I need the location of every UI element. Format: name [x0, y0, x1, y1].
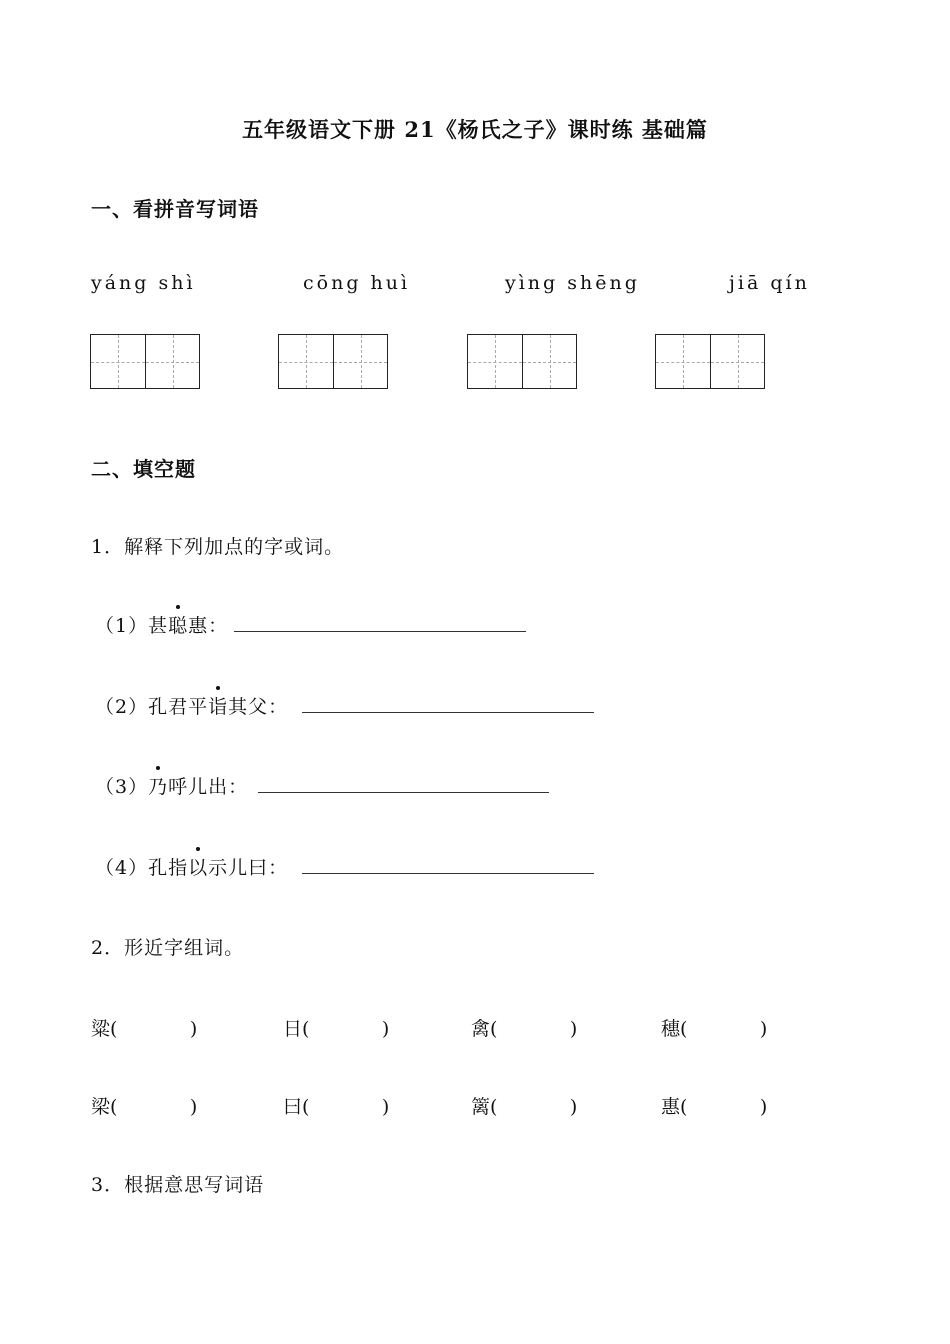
q1-item-1: （1）甚聪惠：	[95, 611, 228, 638]
word-pair-1-3[interactable]: 禽( )	[471, 1018, 578, 1040]
writing-grid-4[interactable]	[655, 334, 765, 389]
answer-line-3[interactable]	[258, 792, 549, 793]
answer-line-4[interactable]	[302, 873, 594, 874]
page-title: 五年级语文下册 21《杨氏之子》课时练 基础篇	[242, 117, 708, 142]
q1-item-3: （3）乃呼儿出：	[95, 772, 248, 799]
question-1: 1．解释下列加点的字或词。	[91, 536, 345, 558]
pinyin-3: yìng shēng	[505, 272, 640, 294]
dotted-char: 诣	[208, 692, 228, 719]
word-pair-1-4[interactable]: 穗( )	[661, 1018, 768, 1040]
word-pair-2-2[interactable]: 曰( )	[283, 1096, 390, 1118]
section-heading-fill: 二、填空题	[91, 457, 196, 481]
q1-item-2: （2）孔君平诣其父：	[95, 692, 288, 719]
answer-line-2[interactable]	[302, 712, 594, 713]
q1-item-4: （4）孔指以示儿曰：	[95, 853, 288, 880]
writing-grid-3[interactable]	[467, 334, 577, 389]
answer-line-1[interactable]	[234, 631, 526, 632]
writing-grid-1[interactable]	[90, 334, 200, 389]
word-pair-1-2[interactable]: 日( )	[283, 1018, 390, 1040]
writing-grid-2[interactable]	[278, 334, 388, 389]
word-pair-2-3[interactable]: 篱( )	[471, 1096, 578, 1118]
dotted-char: 乃	[148, 772, 168, 799]
dotted-char: 以	[188, 853, 208, 880]
word-pair-1-1[interactable]: 粱( )	[91, 1018, 198, 1040]
pinyin-1: yáng shì	[91, 272, 196, 294]
word-pair-2-1[interactable]: 梁( )	[91, 1096, 198, 1118]
section-heading-pinyin: 一、看拼音写词语	[91, 197, 259, 221]
dotted-char: 聪	[168, 611, 188, 638]
pinyin-2: cōng huì	[303, 272, 411, 294]
word-pair-2-4[interactable]: 惠( )	[661, 1096, 768, 1118]
pinyin-4: jiā qín	[729, 272, 810, 294]
question-2: 2．形近字组词。	[91, 937, 245, 959]
question-3: 3．根据意思写词语	[91, 1174, 265, 1196]
